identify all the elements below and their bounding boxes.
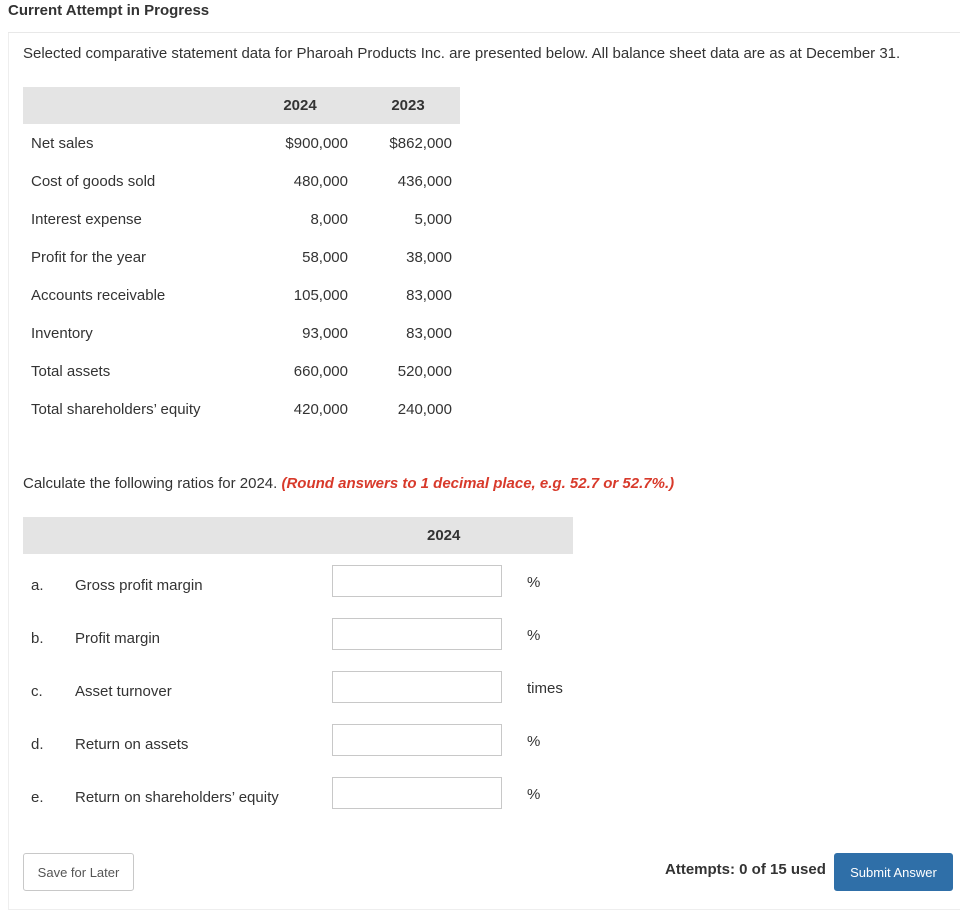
column-header-2024: 2024 bbox=[244, 87, 356, 124]
ratio-unit: % bbox=[527, 574, 541, 591]
attempts-counter: Attempts: 0 of 15 used bbox=[665, 861, 826, 878]
table-row bbox=[23, 124, 460, 162]
rounding-hint: (Round answers to 1 decimal place, e.g. 52.7 or 52.7%.) bbox=[281, 475, 675, 492]
save-for-later-button[interactable]: Save for Later bbox=[23, 853, 134, 891]
content-border bbox=[8, 33, 9, 910]
row-label: Profit for the year bbox=[31, 248, 147, 266]
return-on-equity-input[interactable] bbox=[332, 777, 502, 809]
gross-profit-margin-input[interactable] bbox=[332, 565, 502, 597]
value-2023: 436,000 bbox=[397, 172, 452, 190]
ratio-unit: % bbox=[527, 786, 541, 803]
ratio-row-asset-turnover bbox=[23, 671, 583, 711]
submit-answer-button[interactable]: Submit Answer bbox=[834, 853, 953, 891]
column-header-2023: 2023 bbox=[356, 87, 460, 124]
value-2024: 8,000 bbox=[310, 210, 348, 228]
table-row bbox=[23, 390, 460, 428]
asset-turnover-input[interactable] bbox=[332, 671, 502, 703]
row-label: Net sales bbox=[31, 134, 94, 152]
ratio-header-year: 2024 bbox=[427, 527, 461, 544]
ratio-row-return-on-assets bbox=[23, 724, 583, 764]
table-row bbox=[23, 200, 460, 238]
row-label: Total shareholders’ equity bbox=[31, 400, 201, 418]
value-2023: 83,000 bbox=[406, 286, 452, 304]
ratio-name: Return on shareholders’ equity bbox=[75, 789, 279, 806]
ratio-name: Asset turnover bbox=[75, 683, 172, 700]
ratio-unit: % bbox=[527, 733, 541, 750]
intro-text: Selected comparative statement data for Pharoah Products Inc. are presented below. All balance sheet data are as at December 31. bbox=[23, 45, 901, 62]
instruction-main: Calculate the following ratios for 2024. bbox=[23, 475, 282, 492]
value-2023: 38,000 bbox=[406, 248, 452, 266]
profit-margin-input[interactable] bbox=[332, 618, 502, 650]
ratio-letter: a. bbox=[31, 577, 44, 594]
ratio-letter: b. bbox=[31, 630, 44, 647]
return-on-assets-input[interactable] bbox=[332, 724, 502, 756]
value-2024: 660,000 bbox=[293, 362, 348, 380]
page-title: Current Attempt in Progress bbox=[8, 2, 210, 19]
table-row bbox=[23, 314, 460, 352]
ratio-name: Profit margin bbox=[75, 630, 161, 647]
ratio-row-profit-margin bbox=[23, 618, 583, 658]
ratio-row-gross-profit-margin bbox=[23, 565, 583, 605]
row-label: Interest expense bbox=[31, 210, 142, 228]
ratio-unit: times bbox=[527, 680, 563, 697]
value-2023: 520,000 bbox=[397, 362, 452, 380]
value-2024: 58,000 bbox=[302, 248, 348, 266]
table-row bbox=[23, 238, 460, 276]
ratio-letter: e. bbox=[31, 789, 44, 806]
ratio-unit: % bbox=[527, 627, 541, 644]
value-2024: 105,000 bbox=[293, 286, 348, 304]
table-row bbox=[23, 276, 460, 314]
value-2023: 5,000 bbox=[414, 210, 452, 228]
value-2024: 420,000 bbox=[293, 400, 348, 418]
ratio-letter: c. bbox=[31, 683, 43, 700]
value-2024: 480,000 bbox=[293, 172, 348, 190]
value-2023: 240,000 bbox=[397, 400, 452, 418]
row-label: Total assets bbox=[31, 362, 111, 380]
value-2023: $862,000 bbox=[389, 134, 452, 152]
instruction-text bbox=[23, 475, 674, 492]
ratio-row-return-on-equity bbox=[23, 777, 583, 817]
row-label: Inventory bbox=[31, 324, 93, 342]
table-row bbox=[23, 352, 460, 390]
row-label: Accounts receivable bbox=[31, 286, 166, 304]
comparative-data-table bbox=[23, 87, 460, 428]
table-row bbox=[23, 162, 460, 200]
ratio-name: Return on assets bbox=[75, 736, 189, 753]
header-divider bbox=[8, 32, 960, 33]
column-header-label bbox=[23, 87, 244, 124]
ratio-name: Gross profit margin bbox=[75, 577, 203, 594]
value-2023: 83,000 bbox=[406, 324, 452, 342]
value-2024: 93,000 bbox=[302, 324, 348, 342]
ratio-letter: d. bbox=[31, 736, 44, 753]
table-header-row bbox=[23, 87, 460, 124]
row-label: Cost of goods sold bbox=[31, 172, 156, 190]
value-2024: $900,000 bbox=[285, 134, 348, 152]
ratio-table-header bbox=[23, 517, 573, 554]
